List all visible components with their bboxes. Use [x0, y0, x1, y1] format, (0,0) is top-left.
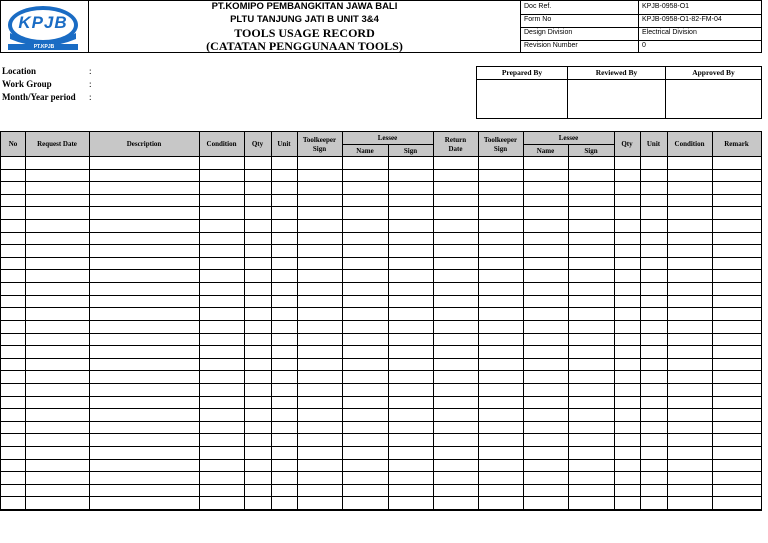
form-subtitle: (CATATAN PENGGUNAAN TOOLS)	[206, 39, 403, 53]
plant-name: PLTU TANJUNG JATI B UNIT 3&4	[230, 14, 379, 25]
column-divider	[433, 132, 434, 510]
reviewed-by-header: Reviewed By	[568, 67, 666, 80]
col-description: Description	[89, 132, 199, 157]
approval-box	[476, 66, 762, 119]
col-return-lessee: Lessee	[523, 132, 614, 145]
table-row-line	[1, 244, 761, 245]
prepared-by-header: Prepared By	[477, 67, 568, 80]
design-division-label: Design Division	[521, 27, 639, 40]
col-request-date: Request Date	[25, 132, 89, 157]
table-row-line	[1, 396, 761, 397]
table-row-line	[1, 181, 761, 182]
revision-label: Revision Number	[521, 40, 639, 53]
col-return-condition: Condition	[667, 132, 712, 157]
column-divider	[342, 132, 343, 510]
logo-text: KPJB	[18, 13, 68, 32]
col-return-date: Return Date	[433, 132, 478, 157]
column-divider	[25, 132, 26, 510]
col-return-lessee-sign: Sign	[568, 145, 614, 157]
column-divider	[478, 132, 479, 510]
table-row-line	[1, 446, 761, 447]
logo-subtext: PT.KPJB	[33, 44, 55, 50]
table-row-line	[1, 345, 761, 346]
table-row-line	[1, 219, 761, 220]
form-no-value: KPJB-0958-O1-82-FM-04	[642, 16, 722, 23]
table-row-line	[1, 206, 761, 207]
location-colon: :	[89, 66, 92, 76]
col-qty: Qty	[244, 132, 271, 157]
table-row-line	[1, 320, 761, 321]
form-no-label: Form No	[521, 14, 639, 27]
column-divider	[667, 132, 668, 510]
column-divider	[568, 145, 569, 510]
column-divider	[614, 132, 615, 510]
table-row-line	[1, 370, 761, 371]
table-row-line	[1, 358, 761, 359]
prepared-by-sign-area[interactable]	[477, 80, 567, 118]
location-label: Location	[2, 66, 37, 76]
work-group-label: Work Group	[2, 79, 52, 89]
doc-ref-row	[521, 1, 762, 15]
doc-ref-label: Doc Ref.	[521, 1, 639, 14]
table-row-line	[1, 194, 761, 195]
tools-usage-table	[0, 131, 762, 511]
column-divider	[244, 132, 245, 510]
col-return-unit: Unit	[640, 132, 667, 157]
revision-row	[521, 40, 762, 53]
table-row-line	[1, 383, 761, 384]
column-divider	[199, 132, 200, 510]
col-return-qty: Qty	[614, 132, 640, 157]
table-row-line	[1, 232, 761, 233]
column-divider	[640, 132, 641, 510]
table-row-line	[1, 169, 761, 170]
approved-by-header: Approved By	[666, 67, 761, 80]
column-divider	[523, 132, 524, 510]
table-row-line	[1, 156, 761, 157]
col-unit: Unit	[271, 132, 297, 157]
logo-cell	[1, 1, 89, 52]
revision-value: 0	[642, 42, 646, 49]
table-row-line	[1, 257, 761, 258]
period-colon: :	[89, 92, 92, 102]
table-row-line	[1, 421, 761, 422]
form-title: TOOLS USAGE RECORD	[234, 26, 375, 40]
table-row-line	[1, 433, 761, 434]
document-info-table	[521, 1, 762, 52]
column-divider	[297, 132, 298, 510]
table-row-line	[1, 471, 761, 472]
table-row-line	[1, 459, 761, 460]
col-return-toolkeeper-sign: Toolkeeper Sign	[478, 132, 523, 157]
col-lessee: Lessee	[342, 132, 433, 145]
table-row-line	[1, 496, 761, 497]
document-header	[0, 0, 762, 53]
title-cell	[89, 1, 521, 52]
table-row-line	[1, 484, 761, 485]
column-divider	[89, 132, 90, 510]
col-toolkeeper-sign: Toolkeeper Sign	[297, 132, 342, 157]
subheader-divider	[523, 144, 614, 145]
col-no: No	[1, 132, 25, 157]
col-return-lessee-name: Name	[523, 145, 568, 157]
subheader-divider	[342, 144, 433, 145]
table-row-line	[1, 509, 761, 510]
form-no-row	[521, 14, 762, 28]
table-row-line	[1, 408, 761, 409]
reviewed-by-sign-area[interactable]	[568, 80, 665, 118]
approved-by-sign-area[interactable]	[666, 80, 761, 118]
work-group-colon: :	[89, 79, 92, 89]
period-label: Month/Year period	[2, 92, 76, 102]
design-division-row	[521, 27, 762, 41]
col-lessee-name: Name	[342, 145, 388, 157]
design-division-value: Electrical Division	[642, 29, 697, 36]
company-name: PT.KOMIPO PEMBANGKITAN JAWA BALI	[211, 1, 398, 12]
table-row-line	[1, 269, 761, 270]
table-row-line	[1, 295, 761, 296]
column-divider	[388, 145, 389, 510]
col-remark: Remark	[712, 132, 761, 157]
doc-ref-value: KPJB-0958-O1	[642, 3, 690, 10]
table-row-line	[1, 333, 761, 334]
table-row-line	[1, 282, 761, 283]
column-divider	[712, 132, 713, 510]
column-divider	[271, 132, 272, 510]
col-lessee-sign: Sign	[388, 145, 433, 157]
table-row-line	[1, 307, 761, 308]
col-condition: Condition	[199, 132, 244, 157]
